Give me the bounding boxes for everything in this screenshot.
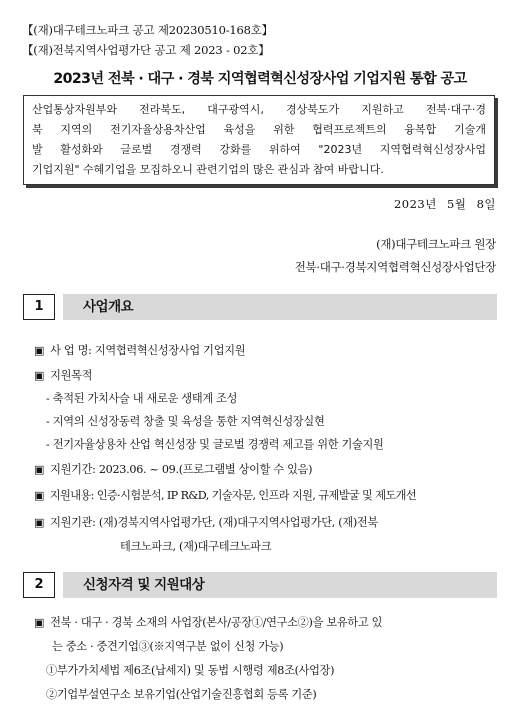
purpose-item: - 전기자율상용차 산업 혁신성장 및 글로벌 경쟁력 제고를 위한 기술지원 — [46, 438, 384, 451]
notice-reference-2: 【(재)전북지역사업평가단 공고 제 2023 - 02호】 — [22, 43, 270, 57]
footnote-2: ②기업부설연구소 보유기업(산업기술진흥협회 등록 기준) — [46, 688, 317, 701]
document-title: 2023년 전북 · 대구 · 경북 지역협력혁신성장사업 기업지원 통합 공고 — [53, 71, 467, 87]
bullet-icon: ▣ — [34, 344, 45, 357]
intro-line: 기업지원" 수혜기업을 모집하오니 관련기업의 많은 관심과 참여 바랍니다. — [32, 163, 384, 176]
footnote-1: ①부가가치세법 제6조(납세지) 및 동법 시행령 제8조(사업장) — [46, 664, 335, 677]
intro-line: 산업통상자원부와 전라북도, 대구광역시, 경상북도가 지원하고 전북·대구·경 — [32, 103, 486, 116]
item-text: 지원기관: (재)경북지역사업평가단, (재)대구지역사업평가단, (재)전북 — [50, 516, 378, 529]
intro-line: 발 활성화와 글로벌 경쟁력 강화를 위하여 "2023년 지역협력혁신성장사업 — [32, 143, 486, 156]
eligibility-item-continued: 는 중소 · 중견기업③(※지역구분 없이 신청 가능) — [52, 640, 284, 653]
item-text: 사 업 명: 지역협력혁신성장사업 기업지원 — [50, 344, 246, 357]
item-text: 전북 · 대구 · 경북 소재의 사업장(본사/공장①/연구소②)을 보유하고 있 — [50, 616, 383, 629]
item-text: 지원목적 — [50, 369, 93, 382]
item-agency — [34, 514, 378, 530]
section-title: 신청자격 및 지원대상 — [83, 577, 205, 593]
bullet-icon: ▣ — [34, 489, 44, 502]
notice-date: 2023년 5월 8일 — [393, 197, 496, 211]
item-purpose — [34, 367, 92, 383]
eligibility-item — [34, 614, 382, 630]
purpose-item: - 지역의 신성장동력 창출 및 육성을 통한 지역혁신성장실현 — [46, 415, 325, 428]
item-text: 지원내용: 인증·시험분석, IP R&D, 기술자문, 인프라 지원, 규제발굴 및 제도개선 — [49, 489, 417, 502]
purpose-item: - 축적된 가치사슬 내 새로운 생태계 조성 — [46, 392, 238, 405]
signature-project-head: 전북·대구·경북지역협력혁신성장사업단장 — [294, 260, 496, 274]
section-number: 2 — [23, 572, 55, 598]
bullet-icon: ▣ — [34, 463, 45, 476]
bullet-icon: ▣ — [34, 616, 45, 629]
item-project-name — [34, 342, 245, 358]
item-period — [34, 461, 312, 477]
bullet-icon: ▣ — [34, 516, 45, 529]
item-text: 지원기간: 2023.06. ~ 09.(프로그램별 상이할 수 있음) — [50, 463, 313, 476]
section-title: 사업개요 — [83, 299, 134, 315]
section-header-1 — [23, 294, 497, 320]
notice-reference-1: 【(재)대구테크노파크 공고 제20230510-168호】 — [22, 23, 273, 37]
section-header-2 — [23, 572, 497, 598]
signature-director: (재)대구테크노파크 원장 — [376, 237, 496, 251]
intro-line: 북 지역의 전기자율상용차산업 육성을 위한 협력프로젝트의 융복합 기술개 — [32, 123, 486, 136]
intro-box — [23, 95, 495, 185]
item-agency-continued: 테크노파크, (재)대구테크노파크 — [120, 540, 272, 553]
item-content — [34, 487, 416, 503]
section-number: 1 — [23, 294, 55, 320]
bullet-icon: ▣ — [34, 369, 45, 382]
